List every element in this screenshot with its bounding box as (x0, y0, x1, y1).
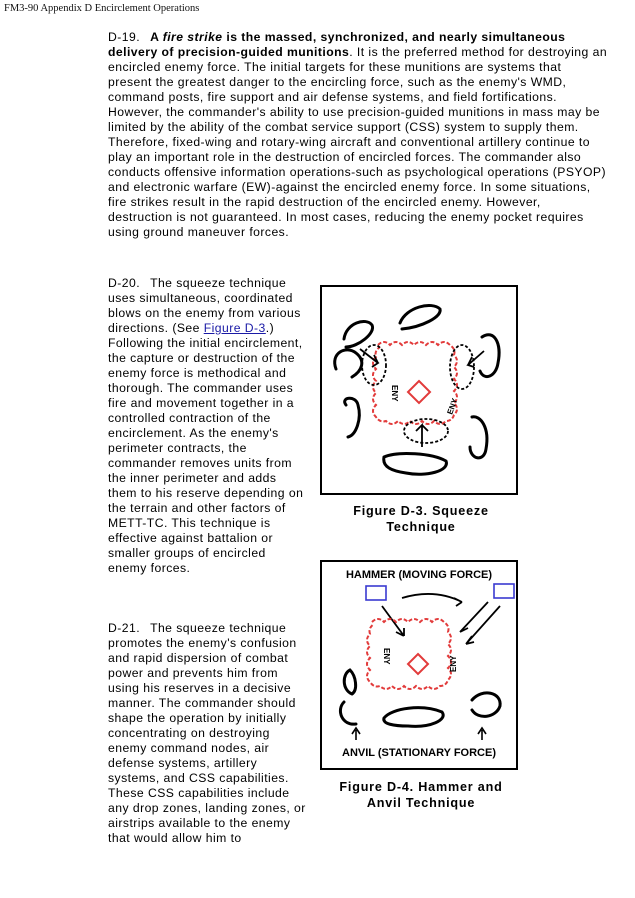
figure-d3-squeeze-diagram (320, 285, 518, 495)
enemy-diamond (408, 381, 430, 403)
figure-d4-hammer-anvil-diagram (320, 560, 518, 770)
friendly-unit-top-left (344, 321, 373, 347)
friendly-unit-bottom-right (470, 417, 487, 458)
anvil-unit-bottom (384, 708, 443, 727)
arrow-from-right (468, 351, 484, 367)
eny-label-left: ENY (382, 648, 391, 665)
objective-bottom (404, 419, 448, 443)
paragraph-d19 (108, 30, 608, 240)
squeeze-diagram (322, 287, 516, 493)
hammer-anvil-diagram (322, 562, 516, 768)
friendly-unit-left (335, 350, 362, 377)
objective-right (450, 345, 474, 389)
enemy-perimeter (373, 342, 460, 424)
paragraph-d21 (108, 621, 306, 846)
paragraph-number: D-20. (108, 276, 141, 290)
friendly-unit-top-right (400, 305, 440, 329)
hammer-label: HAMMER (MOVING FORCE) (345, 569, 493, 581)
eny-label-right: ENY (445, 397, 460, 416)
paragraph-d20 (108, 276, 306, 576)
lead-emphasis: fire strike (162, 30, 223, 44)
paragraph-number: D-21. (108, 621, 141, 635)
hammer-unit-left (366, 586, 386, 600)
hammer-arrow-3 (466, 606, 500, 644)
lead-rest: is the massed, synchronized, and nearly simultaneous delivery of precision-guided munitions (108, 30, 566, 59)
anvil-unit-left-2 (340, 702, 356, 724)
anvil-unit-left-1 (344, 670, 355, 694)
friendly-unit-right (480, 335, 499, 377)
paragraph-number: D-19. (108, 30, 141, 44)
anvil-unit-right (472, 693, 500, 717)
hammer-unit-right (494, 584, 514, 598)
enemy-perimeter (367, 619, 451, 689)
hammer-arrow-4 (460, 602, 488, 632)
friendly-unit-bottom-left (345, 398, 360, 437)
figure-d3-caption: Figure D-3. Squeeze Technique (353, 504, 489, 534)
paragraph-body: . It is the preferred method for destroying an encircled enemy force. The initial targets for these munitions are systems that present the greatest danger to the encircling force, such as the enemy's WMD, command posts, fire support and air defense systems, and field fortifications. However, the commander's ability to use precision-guided munitions in mass may be limited by the ability of the combat service support (CSS) system to supply them. Therefore, fixed-wing and rotary-wing aircraft and conventional artillery continue to play an important role in the destruction of encircled forces. The commander also conducts offensive information operations-such as psychological operations (PSYOP) and electronic warfare (EW)-against the encircled enemy force. In some situations, fire strikes result in the rapid destruction of the encircled enemy. However, destruction is not guaranteed. In most cases, reducing the enemy pocket requires using ground maneuver forces. (108, 45, 608, 239)
enemy-diamond (408, 654, 428, 674)
eny-label-left: ENY (390, 385, 399, 402)
paragraph-text: The squeeze technique promotes the enemy's confusion and rapid dispersion of combat power and prevents him from using his reserves in a decisive manner. The commander should shape the operation by initially concentrating on destroying enemy command nodes, air defense systems, artillery systems, and CSS capabilities. These CSS capabilities include any drop zones, landing zones, or airstrips available to the enemy that would allow him to (108, 621, 306, 845)
paragraph-text-after: .) Following the initial encirclement, the capture or destruction of the enemy force is methodical and thorough. The commander uses fire and movement together in a controlled contraction of the encirclement. As the enemy's perimeter contracts, the commander removes units from the inner perimeter and adds them to his reserve depending on the terrain and other factors of METT-TC. This technique is effective against battalion or smaller groups of encircled enemy forces. (108, 321, 304, 575)
anvil-label: ANVIL (STATIONARY FORCE) (342, 747, 496, 759)
running-head: FM3-90 Appendix D Encirclement Operations (4, 3, 200, 14)
figure-d3-link[interactable]: Figure D-3 (203, 321, 266, 335)
friendly-unit-bottom (384, 454, 447, 475)
anvil-arrow-left (352, 728, 360, 740)
figure-d4-caption: Figure D-4. Hammer and Anvil Technique (339, 780, 503, 810)
lead-a: A (150, 30, 163, 44)
anvil-arrow-right (478, 728, 486, 740)
paragraph-text-before: The squeeze technique uses simultaneous, coordinated blows on the enemy from various directions. (See (108, 276, 301, 335)
hammer-arrow-2 (402, 594, 462, 606)
eny-label-right: ENY (449, 655, 458, 672)
